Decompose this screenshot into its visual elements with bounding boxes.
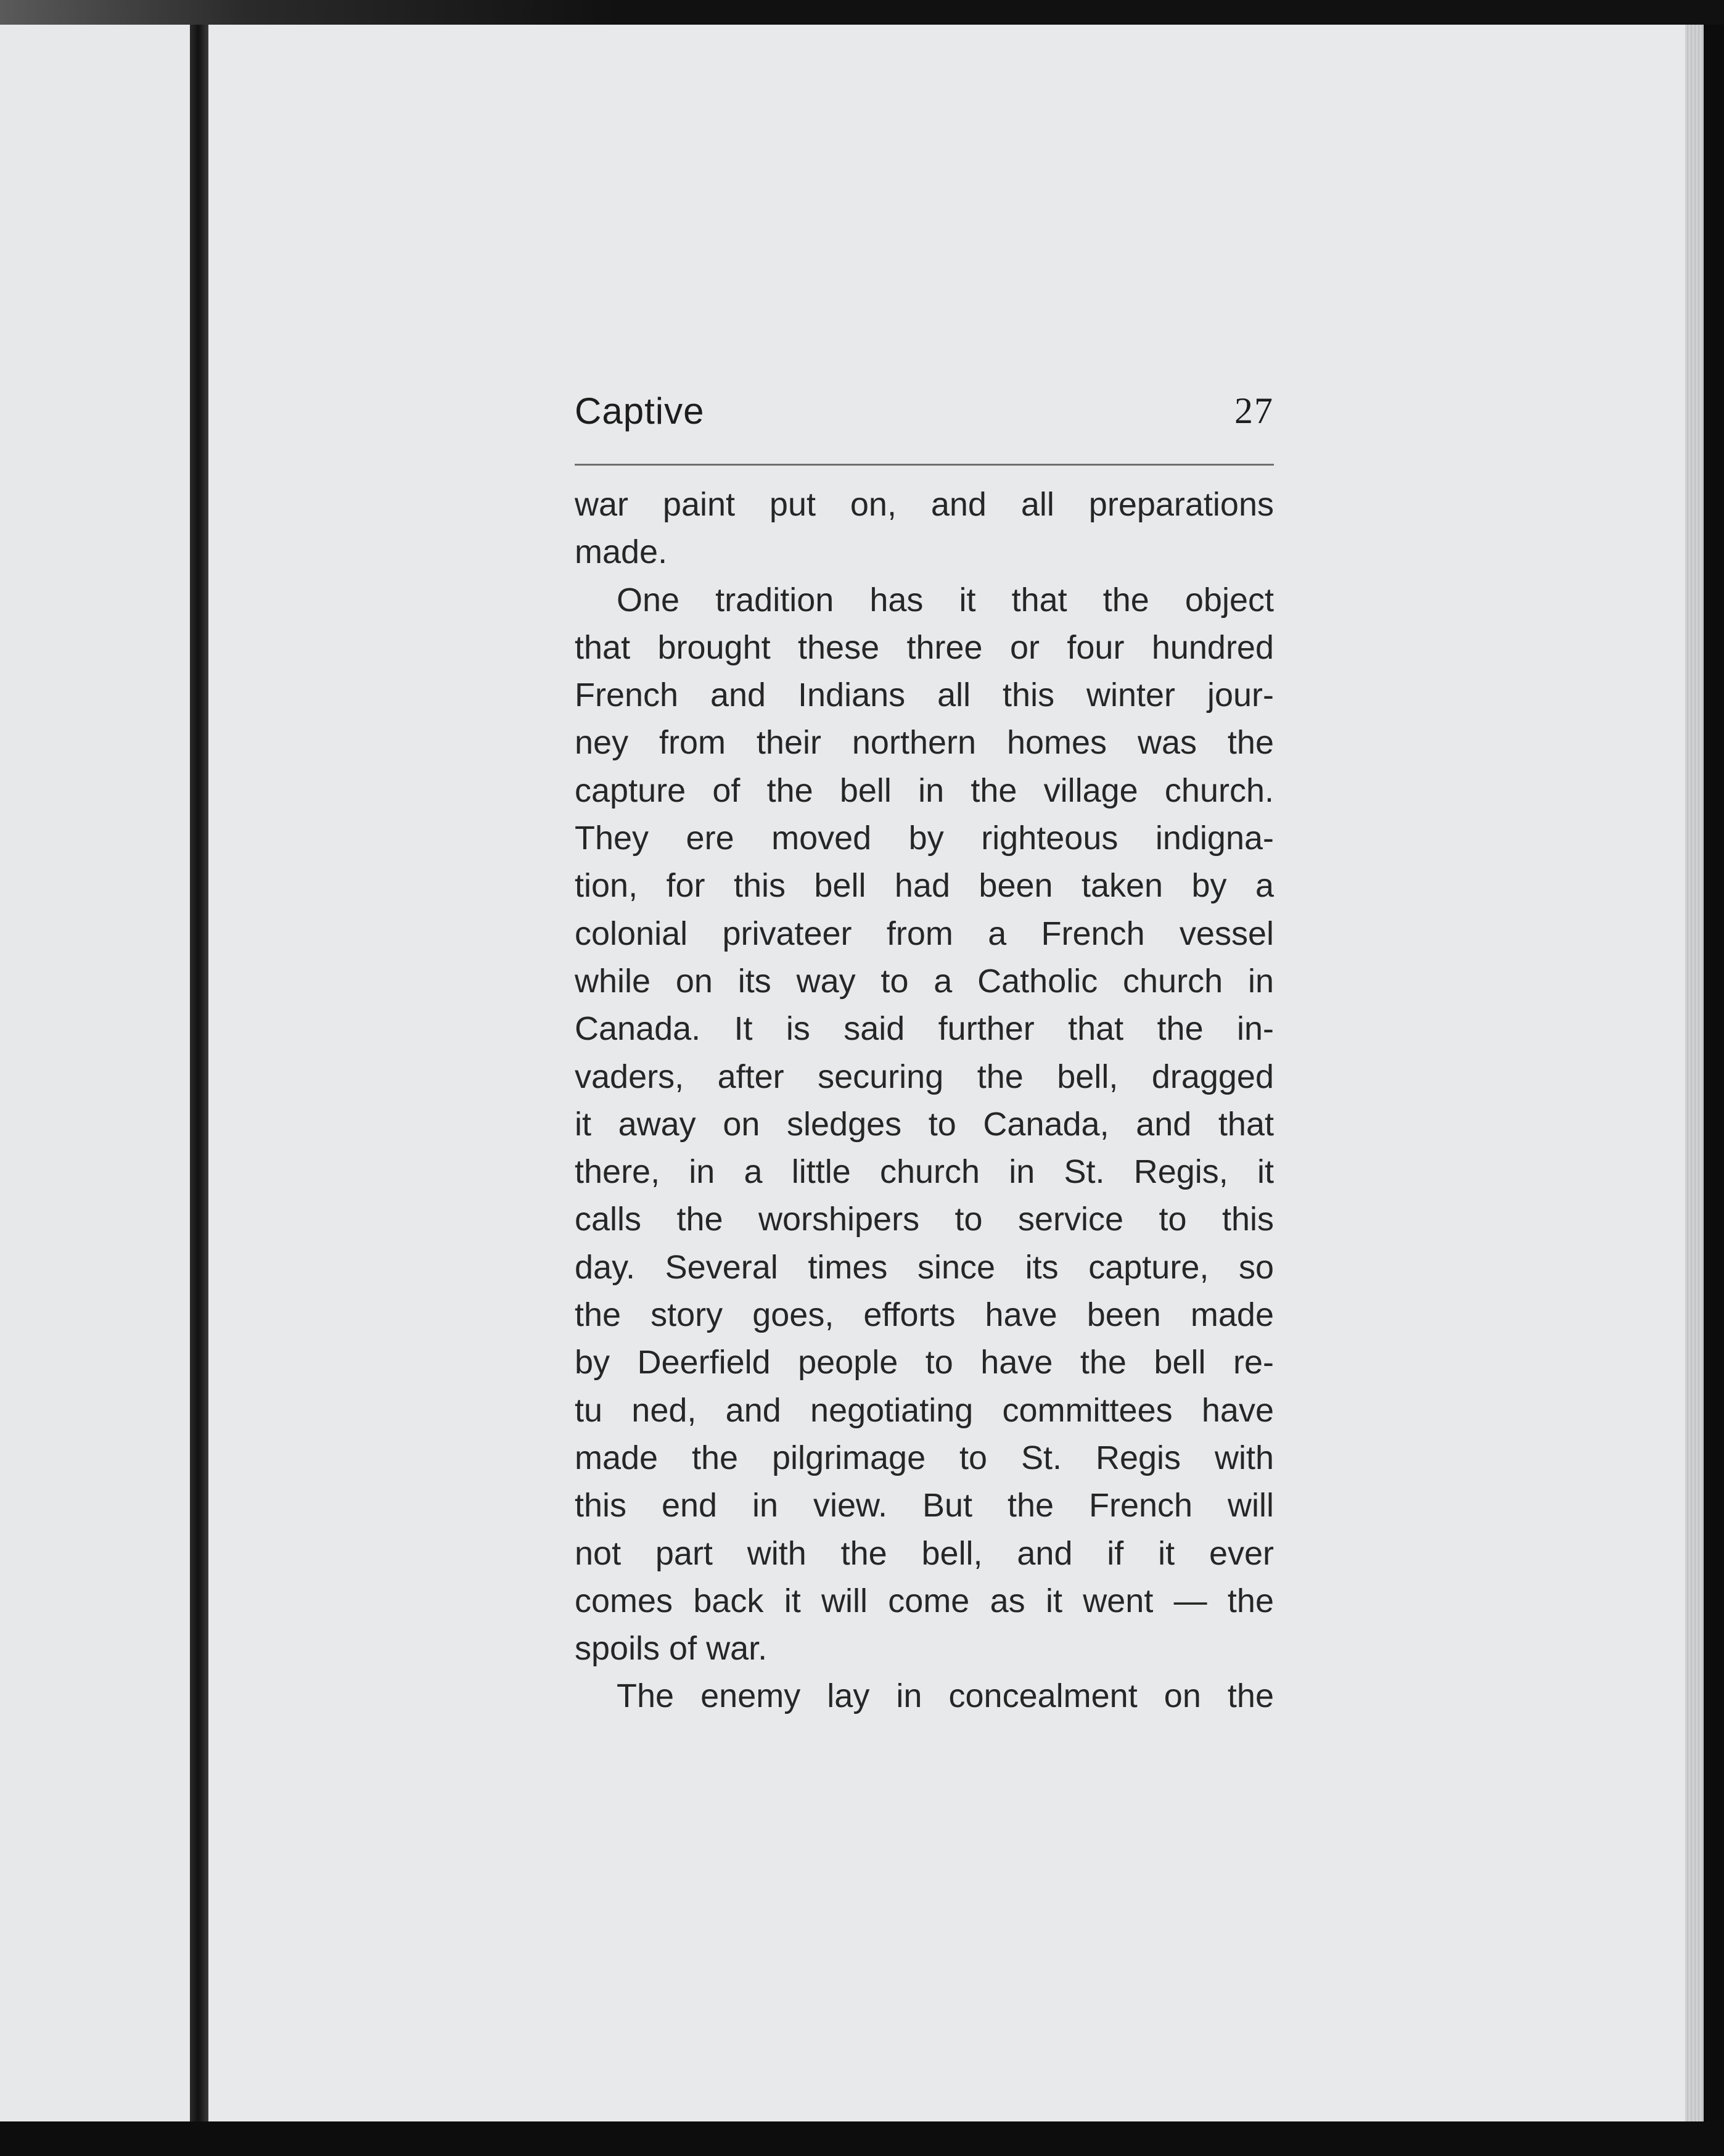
text-line: comes back it will come as it went — the (575, 1582, 1274, 1619)
text-line: ney from their northern homes was the (575, 724, 1274, 762)
text-line: tu ned, and negotiating committees have (575, 1391, 1274, 1429)
text-line: while on its way to a Catholic church in (575, 962, 1274, 1000)
running-head (575, 390, 1274, 451)
text-line: by Deerfield people to have the bell re- (575, 1344, 1274, 1381)
text-line: The enemy lay in concealment on the (617, 1677, 1274, 1715)
text-line: tion, for this bell had been taken by a (575, 867, 1274, 905)
running-head-title: Captive (575, 390, 705, 432)
text-line: not part with the bell, and if it ever (575, 1534, 1274, 1572)
head-rule (575, 464, 1274, 466)
text-line: One tradition has it that the object (617, 581, 1274, 619)
text-line: capture of the bell in the village church. (575, 771, 1274, 809)
text-line: the story goes, efforts have been made (575, 1296, 1274, 1334)
text-line: war paint put on, and all preparations (575, 486, 1274, 523)
facing-page-edge (0, 25, 194, 2121)
text-line: Canada. It is said further that the in- (575, 1010, 1274, 1048)
scan-border-right (1704, 25, 1724, 2128)
text-line: They ere moved by righteous indigna- (575, 820, 1274, 857)
text-line: calls the worshipers to service to this (575, 1201, 1274, 1238)
page-number: 27 (1234, 390, 1274, 431)
text-line: this end in view. But the French will (575, 1487, 1274, 1524)
text-line: that brought these three or four hundred (575, 628, 1274, 666)
body-text (575, 481, 1274, 1721)
scan-border-bottom (0, 2121, 1724, 2156)
text-line: there, in a little church in St. Regis, it (575, 1153, 1274, 1191)
text-line: colonial privateer from a French vessel (575, 915, 1274, 952)
book-gutter (190, 25, 208, 2128)
text-line: made the pilgrimage to St. Regis with (575, 1439, 1274, 1476)
text-line: vaders, after securing the bell, dragged (575, 1058, 1274, 1095)
text-line: spoils of war. (575, 1630, 768, 1668)
page-stack-edge (1685, 25, 1704, 2128)
text-line: it away on sledges to Canada, and that (575, 1105, 1274, 1143)
text-line: made. (575, 533, 668, 571)
text-line: day. Several times since its capture, so (575, 1248, 1274, 1286)
text-line: French and Indians all this winter jour- (575, 677, 1274, 714)
